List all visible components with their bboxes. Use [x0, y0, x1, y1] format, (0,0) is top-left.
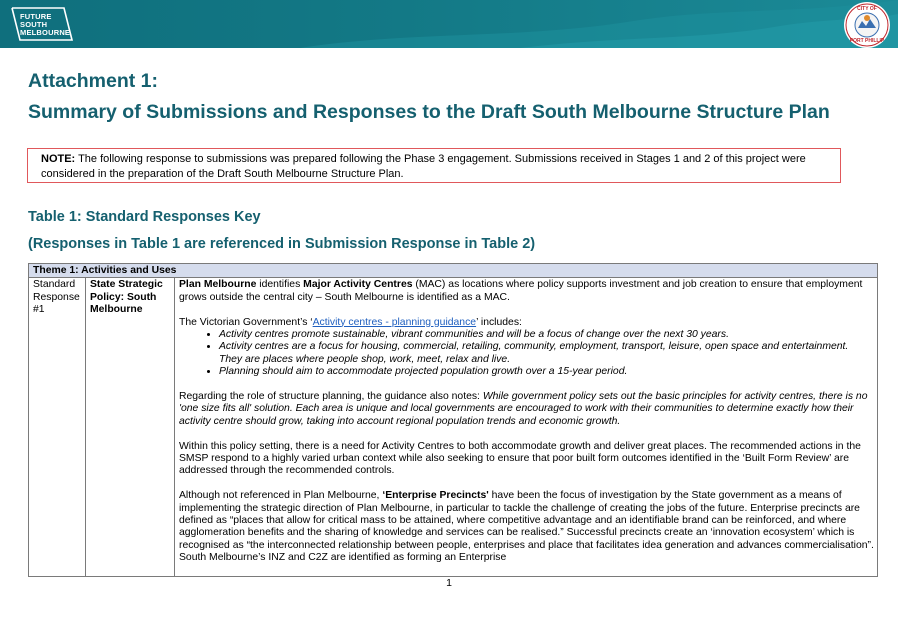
p1-text-b: (MAC) as locations where policy supports investment and job creation to ensure that employment grows outside the central city – South Melbourne is identified as a MAC.: [179, 279, 863, 303]
logo-line-1: FUTURE: [20, 12, 52, 21]
guidance-bullet-list: [179, 329, 874, 379]
standard-responses-table: [28, 263, 878, 577]
p3-text-pre: Regarding the role of structure planning, the guidance also notes:: [179, 391, 483, 403]
activity-centres-guidance-link[interactable]: Activity centres - planning guidance: [312, 316, 477, 328]
p3-quote: While government policy sets out the basic principles for activity centres, there is no 'one size fits all' solution. Each area is unique and local governments are encouraged to work with their communities to determine exactly how their activity centre should grow, taking into account regional population trends and economic growth.: [179, 391, 868, 427]
response-paragraph-3: [179, 391, 874, 428]
response-paragraph-5: [179, 490, 874, 564]
note-box: [27, 148, 841, 183]
plan-melbourne-term: Plan Melbourne: [179, 279, 257, 291]
list-item: • Activity centres promote sustainable, vibrant communities and will be a focus of change over the next 30 years.: [219, 329, 874, 341]
p2-text-post: ’ includes:: [476, 316, 522, 328]
p1-text-a: identifies: [256, 279, 304, 291]
response-paragraph-4: Within this policy setting, there is a need for Activity Centres to both accommodate growth and deliver great places. The recommended actions in the SMSP respond to a highly varied urban context while also seeking to ensure that poor built form outcomes identified in the ‘Built Form Review’ are addressed through the recommended controls.: [179, 440, 861, 477]
future-south-melbourne-logo: [6, 4, 76, 44]
response-paragraph-1: [179, 279, 874, 304]
enterprise-precincts-term: ‘Enterprise Precincts': [382, 490, 489, 502]
mac-term: Major Activity Centres: [303, 279, 413, 291]
response-paragraph-2: [179, 317, 874, 329]
seal-top-text: CITY OF: [857, 6, 877, 12]
response-topic-cell: State Strategic Policy: South Melbourne: [86, 278, 175, 577]
list-item: • Activity centres are a focus for housing, commercial, retailing, community, employment, transport, leisure, open space and entertainment. They are places where people shop, work, meet, relax and live.: [219, 341, 874, 366]
header-band: [0, 0, 898, 48]
response-body-cell: [175, 278, 878, 577]
note-text: The following response to submissions was prepared following the Phase 3 engagement. Submissions received in Stages 1 and 2 of this project were considered in the preparation of the Draft South Melbourne Structure Plan.: [41, 153, 806, 180]
p2-text-pre: The Victorian Government’s ‘: [179, 316, 313, 328]
response-ref-cell: Standard Response #1: [29, 278, 86, 577]
p5-text-pre: Although not referenced in Plan Melbourne,: [179, 490, 383, 502]
logo-line-2: SOUTH: [20, 20, 48, 29]
table-heading: Table 1: Standard Responses Key: [28, 209, 261, 225]
theme-cell: Theme 1: Activities and Uses: [29, 264, 878, 278]
page-number: 1: [446, 577, 452, 589]
p5-text-post: have been the focus of investigation by the State government as a means of implementing the strategic direction of Plan Melbourne, in particular to tackle the challenge of creating the jobs of the future. Enterprise precincts are defined as “places that allow for critical mass to be attained, where competitive advantage and an identifiable brand can be reinforced, and where agglomeration benefits and the sharing of knowledge and services can be realised.” Successful precincts create an ‘innovation ecosystem’ which is recognised as “the interconnected relationship between people, enterprises and place that facilitates idea generation and advances commercialisation”. South Melbourne’s INZ and C2Z are identified as forming an Enterprise: [179, 490, 874, 564]
seal-bottom-text: PORT PHILLIP: [849, 38, 885, 44]
document-title-line-1: Attachment 1:: [28, 70, 159, 92]
note-label: NOTE:: [41, 153, 76, 165]
header-wave-graphic: [0, 0, 898, 48]
logo-line-3: MELBOURNE: [20, 28, 71, 37]
table-subheading: (Responses in Table 1 are referenced in Submission Response in Table 2): [28, 236, 536, 252]
city-of-port-phillip-seal: [844, 2, 890, 48]
theme-row: [29, 264, 878, 278]
list-item: • Planning should aim to accommodate projected population growth over a 15-year period.: [219, 366, 874, 378]
document-title-line-2: Summary of Submissions and Responses to the Draft South Melbourne Structure Plan: [28, 101, 830, 123]
table-row: [29, 278, 878, 577]
